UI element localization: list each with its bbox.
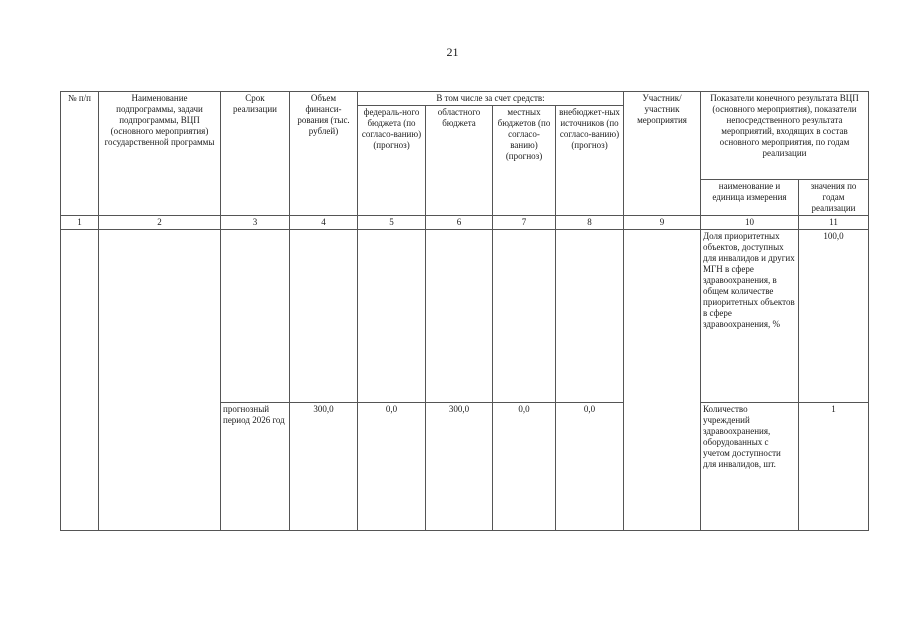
row-total-cell xyxy=(290,230,358,403)
federal-budget-value: 0,0 xyxy=(358,403,426,531)
row-local-cell xyxy=(493,230,556,403)
header-regional-budget: областного бюджета xyxy=(426,106,493,216)
column-number: 3 xyxy=(221,216,290,230)
row-name-cell xyxy=(99,230,221,531)
row-participant-cell xyxy=(624,230,701,531)
page-number: 21 xyxy=(446,45,459,59)
extrabudgetary-value: 0,0 xyxy=(556,403,624,531)
program-financing-table xyxy=(60,91,869,531)
period-cell: прогнозный период 2026 год xyxy=(221,403,290,531)
column-number: 5 xyxy=(358,216,426,230)
header-number: № п/п xyxy=(61,92,99,216)
row-regional-cell xyxy=(426,230,493,403)
header-indicator-values: значения по годам реализации xyxy=(799,180,869,216)
header-sources-group: В том числе за счет средств: xyxy=(358,92,624,106)
column-number: 2 xyxy=(99,216,221,230)
header-name: Наименование подпрограммы, задачи подпрограммы, ВЦП (основного мероприятия) государственной программы xyxy=(99,92,221,216)
column-number: 8 xyxy=(556,216,624,230)
indicator-value: 1 xyxy=(799,403,869,531)
column-number: 9 xyxy=(624,216,701,230)
indicator-name: Количество учреждений здравоохранения, оборудованных с учетом доступности для инвалидов, шт. xyxy=(701,403,799,531)
header-total-financing: Объем финанси-рования (тыс. рублей) xyxy=(290,92,358,216)
header-federal-budget: федераль-ного бюджета (по согласо-ванию) (прогноз) xyxy=(358,106,426,216)
header-indicators-group: Показатели конечного результата ВЦП (основного мероприятия), показатели непосредственного результата мероприятий, входящих в состав основного мероприятия, по годам реализации xyxy=(701,92,869,180)
indicator-value: 100,0 xyxy=(799,230,869,403)
column-number: 6 xyxy=(426,216,493,230)
column-number: 4 xyxy=(290,216,358,230)
column-number: 7 xyxy=(493,216,556,230)
header-period: Срок реализации xyxy=(221,92,290,216)
local-budgets-value: 0,0 xyxy=(493,403,556,531)
row-federal-cell xyxy=(358,230,426,403)
header-local-budgets: местных бюджетов (по согласо-ванию) (прогноз) xyxy=(493,106,556,216)
column-number: 1 xyxy=(61,216,99,230)
column-number: 10 xyxy=(701,216,799,230)
header-participant: Участник/ участник мероприятия xyxy=(624,92,701,216)
table-row xyxy=(61,230,869,403)
column-number: 11 xyxy=(799,216,869,230)
header-indicator-name: наименование и единица измерения xyxy=(701,180,799,216)
row-period-cell xyxy=(221,230,290,403)
header-extrabudgetary: внебюджет-ных источников (по согласо-ванию) (прогноз) xyxy=(556,106,624,216)
indicator-name: Доля приоритетных объектов, доступных для инвалидов и других МГН в сфере здравоохранения, в общем количестве приоритетных объектов в сфере здравоохранения, % xyxy=(701,230,799,403)
regional-budget-value: 300,0 xyxy=(426,403,493,531)
row-number-cell xyxy=(61,230,99,531)
total-financing-value: 300,0 xyxy=(290,403,358,531)
row-extrabudgetary-cell xyxy=(556,230,624,403)
